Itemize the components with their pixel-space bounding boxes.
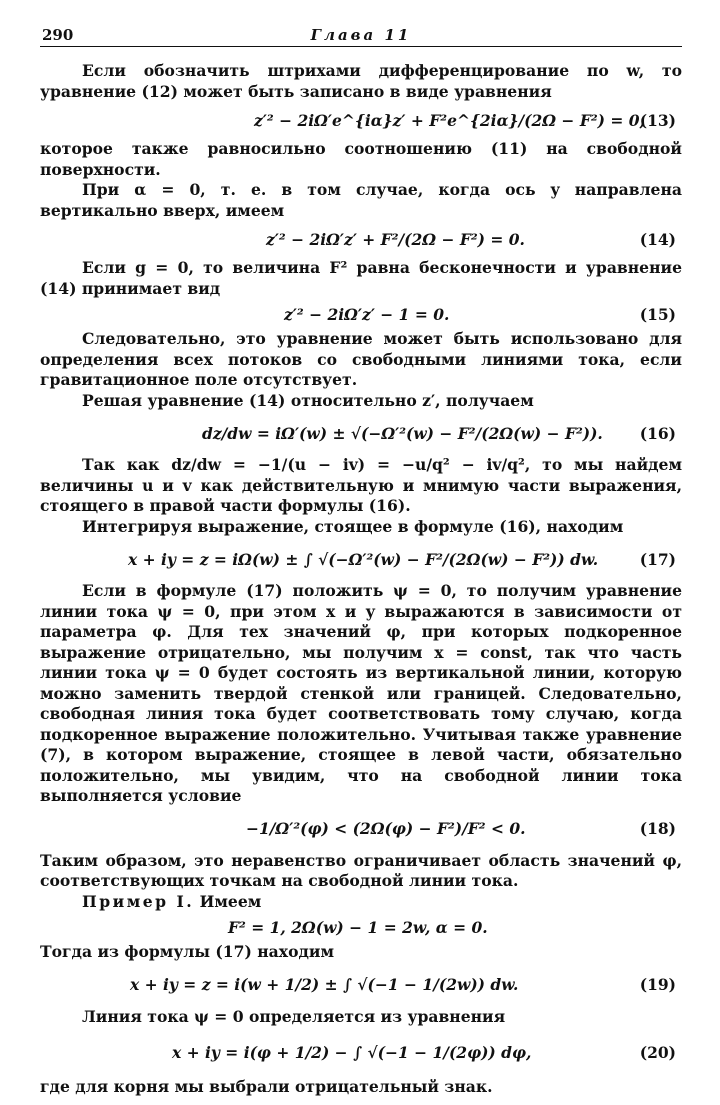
- equation-number: (14): [639, 230, 676, 249]
- paragraph: Интегрируя выражение, стоящее в формуле (16), находим: [82, 516, 624, 536]
- equation-number: (15): [639, 304, 676, 324]
- paragraph: Следовательно, это уравнение может быть использовано для определения всех потоков со свободными линиями тока, если гравитационное поле отсутствует.: [40, 329, 682, 389]
- equation-14: [40, 221, 682, 258]
- equation-body: x + iy = z = iΩ(w) ± ∫ √(−Ω′²(w) − F²/(2Ω(w) − F²)) dw.: [128, 549, 599, 569]
- equation-body: z′² − 2iΩ′z′ + F²/(2Ω − F²) = 0.: [266, 230, 525, 249]
- paragraph: Если в формуле (17) положить ψ = 0, то получим уравнение линии тока ψ = 0, при этом x и y выражаются в зависимости от параметра φ. Для тех значений φ, при которых подкоренное выражение отрицательно, мы получим x = const, так что часть линии тока ψ = 0 будет состоять из вертикальной линии, которую можно заменить твердой стенкой или границей. Следовательно, свободная линия тока будет соответствовать тому случаю, когда подкоренное выражение положительно. Учитывая также уравнение (7), в котором выражение, стоящее в левой части, обязательно положительно, мы увидим, что на свободной линии тока выполняется условие: [40, 581, 682, 805]
- paragraph: Решая уравнение (14) относительно z′, получаем: [82, 390, 534, 410]
- paragraph: которое также равносильно соотношению (11) на свободной поверхности.: [40, 139, 682, 179]
- equation-number: (13): [639, 111, 676, 130]
- paragraph: Линия тока ψ = 0 определяется из уравнения: [82, 1006, 506, 1026]
- example-paragraph: [40, 892, 682, 913]
- paragraph: Таким образом, это неравенство ограничивает область значений φ, соответствующих точкам на свободной линии тока.: [40, 850, 682, 890]
- equation-number: (17): [639, 549, 676, 569]
- equation-15: [40, 299, 682, 329]
- equation-16: [40, 411, 682, 455]
- paragraph: где для корня мы выбрали отрицательный знак.: [40, 1077, 493, 1096]
- equation-17: [40, 537, 682, 581]
- page: [40, 22, 682, 1098]
- running-header: [40, 22, 682, 47]
- equation-body: x + iy = i(φ + 1/2) − ∫ √(−1 − 1/(2φ)) dφ,: [172, 1042, 532, 1062]
- equation-body: F² = 1, 2Ω(w) − 1 = 2w, α = 0.: [228, 917, 488, 937]
- equation-number: (20): [639, 1042, 676, 1062]
- equation-body: dz/dw = iΩ′(w) ± √(−Ω′²(w) − F²/(2Ω(w) − F²)).: [202, 423, 603, 443]
- equation-body: −1/Ω′²(φ) < (2Ω(φ) − F²)/F² < 0.: [246, 819, 526, 838]
- equation-body: x + iy = z = i(w + 1/2) ± ∫ √(−1 − 1/(2w)) dw.: [130, 975, 519, 994]
- equation-number: (18): [639, 819, 676, 838]
- paragraph: При α = 0, т. е. в том случае, когда ось y направлена вертикально вверх, имеем: [40, 180, 682, 220]
- equation-body: z′² − 2iΩ′z′ − 1 = 0.: [284, 304, 450, 324]
- equation-number: (16): [639, 423, 676, 443]
- page-number: 290: [42, 26, 74, 44]
- equation-number: (19): [639, 975, 676, 994]
- paragraph: Так как dz/dw = −1/(u − iv) = −u/q² − iv/q², то мы найдем величины u и v как действительную и мнимую части выражения, стоящего в правой части формулы (16).: [40, 455, 682, 515]
- equation-13: [40, 102, 682, 139]
- paragraph: Если обозначить штрихами дифференцирование по w, то уравнение (12) может быть записано в виде уравнения: [40, 61, 682, 101]
- equation-18: [40, 807, 682, 851]
- equation-body: z′² − 2iΩ′e^{iα}z′ + F²e^{2iα}/(2Ω − F²) = 0,: [254, 111, 645, 130]
- paragraph: Тогда из формулы (17) находим: [40, 942, 334, 961]
- example-label: Пример I.: [82, 891, 195, 911]
- equation-20: [40, 1027, 682, 1077]
- equation-example: [40, 912, 682, 942]
- paragraph: Если g = 0, то величина F² равна бесконечности и уравнение (14) принимает вид: [40, 258, 682, 298]
- example-text: Имеем: [199, 891, 262, 911]
- equation-19: [40, 963, 682, 1007]
- chapter-title: Глава 11: [310, 26, 412, 44]
